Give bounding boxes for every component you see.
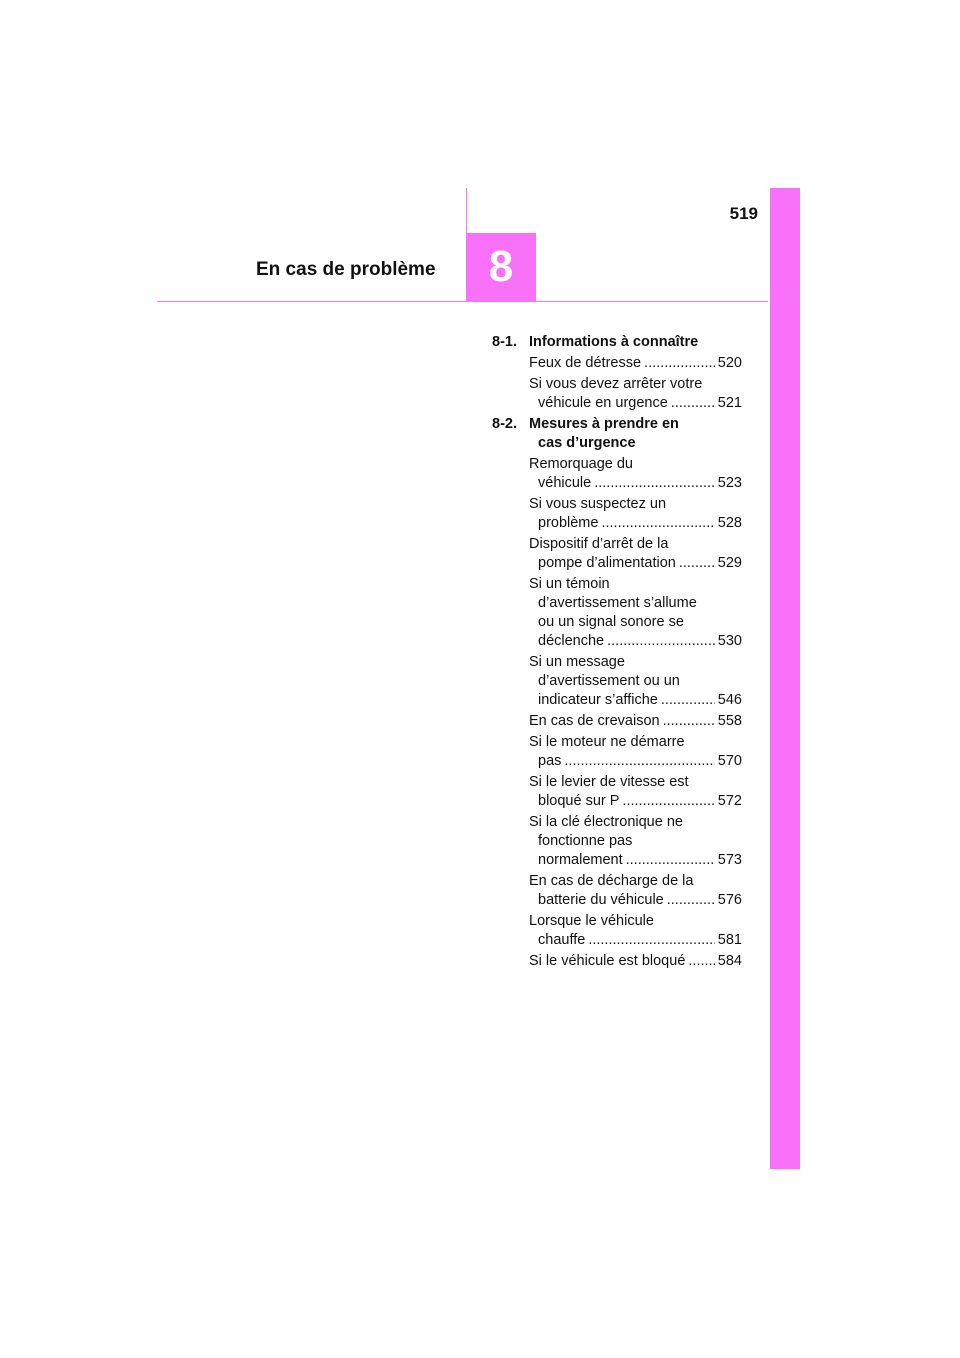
entry-page: 528 bbox=[717, 515, 742, 531]
header-horizontal-rule bbox=[157, 301, 768, 302]
toc-entry[interactable] bbox=[529, 495, 742, 533]
entry-page: 573 bbox=[717, 852, 742, 868]
dot-leader bbox=[588, 931, 714, 950]
toc-entry[interactable] bbox=[529, 813, 742, 870]
dot-leader bbox=[667, 891, 715, 910]
dot-leader bbox=[661, 691, 715, 710]
entry-page: 529 bbox=[717, 555, 742, 571]
toc-entry[interactable] bbox=[529, 354, 742, 373]
dot-leader bbox=[644, 354, 715, 373]
entry-text: Si le véhicule est bloqué bbox=[529, 953, 686, 969]
dot-leader bbox=[564, 752, 714, 771]
entry-text: bloqué sur P bbox=[538, 793, 620, 809]
chapter-title: En cas de problème bbox=[256, 259, 436, 280]
section-title: Mesures à prendre en bbox=[529, 416, 679, 432]
entry-text: d’avertissement s’allume bbox=[538, 595, 697, 611]
entry-page: 530 bbox=[717, 633, 742, 649]
entry-text: Si la clé électronique ne bbox=[529, 814, 683, 830]
entry-text: chauffe bbox=[538, 932, 586, 948]
toc-section-heading[interactable] bbox=[492, 333, 742, 352]
entry-text: véhicule bbox=[538, 475, 592, 491]
entry-text: déclenche bbox=[538, 633, 605, 649]
entry-page: 546 bbox=[717, 692, 742, 708]
entry-text: Feux de détresse bbox=[529, 355, 642, 371]
toc-entry[interactable] bbox=[529, 872, 742, 910]
entry-text: d’avertissement ou un bbox=[538, 673, 680, 689]
dot-leader bbox=[671, 394, 715, 413]
chapter-side-tab bbox=[770, 188, 800, 1169]
dot-leader bbox=[663, 712, 715, 731]
entry-text: véhicule en urgence bbox=[538, 395, 668, 411]
entry-text: fonctionne pas bbox=[538, 833, 633, 849]
entry-page: 581 bbox=[717, 932, 742, 948]
section-number: 8-1. bbox=[492, 334, 517, 350]
entry-text: Remorquage du bbox=[529, 456, 633, 472]
entry-text: Si un témoin bbox=[529, 576, 610, 592]
toc-entry[interactable] bbox=[529, 952, 742, 971]
dot-leader bbox=[626, 851, 715, 870]
table-of-contents bbox=[492, 333, 742, 973]
section-title: Informations à connaître bbox=[529, 334, 699, 350]
entry-text: pompe d’alimentation bbox=[538, 555, 676, 571]
dot-leader bbox=[622, 792, 714, 811]
entry-text: Si un message bbox=[529, 654, 625, 670]
chapter-number-box bbox=[466, 233, 536, 301]
entry-page: 523 bbox=[717, 475, 742, 491]
dot-leader bbox=[679, 554, 715, 573]
toc-entry[interactable] bbox=[529, 575, 742, 651]
entry-text: batterie du véhicule bbox=[538, 892, 664, 908]
entry-page: 558 bbox=[717, 713, 742, 729]
entry-text: En cas de crevaison bbox=[529, 713, 660, 729]
entry-text: En cas de décharge de la bbox=[529, 873, 694, 889]
entry-text: pas bbox=[538, 753, 562, 769]
header-vertical-rule bbox=[466, 188, 467, 234]
toc-entry[interactable] bbox=[529, 912, 742, 950]
entry-page: 584 bbox=[717, 953, 742, 969]
toc-entry[interactable] bbox=[529, 375, 742, 413]
entry-page: 521 bbox=[717, 395, 742, 411]
chapter-number: 8 bbox=[488, 242, 514, 291]
toc-entry[interactable] bbox=[529, 535, 742, 573]
entry-page: 576 bbox=[717, 892, 742, 908]
dot-leader bbox=[601, 514, 714, 533]
toc-section-heading[interactable] bbox=[492, 415, 742, 453]
entry-text: problème bbox=[538, 515, 599, 531]
dot-leader bbox=[607, 632, 715, 651]
dot-leader bbox=[594, 474, 715, 493]
entry-text: Dispositif d’arrêt de la bbox=[529, 536, 669, 552]
toc-entry[interactable] bbox=[529, 773, 742, 811]
entry-text: Si le moteur ne démarre bbox=[529, 734, 685, 750]
page-number: 519 bbox=[729, 204, 758, 223]
toc-entry[interactable] bbox=[529, 455, 742, 493]
toc-entry[interactable] bbox=[529, 733, 742, 771]
entry-text: Si le levier de vitesse est bbox=[529, 774, 689, 790]
section-number: 8-2. bbox=[492, 416, 517, 432]
toc-entry[interactable] bbox=[529, 653, 742, 710]
dot-leader bbox=[688, 952, 714, 971]
entry-page: 572 bbox=[717, 793, 742, 809]
entry-text: Si vous suspectez un bbox=[529, 496, 667, 512]
entry-text: indicateur s’affiche bbox=[538, 692, 658, 708]
entry-text: ou un signal sonore se bbox=[538, 614, 684, 630]
entry-text: normalement bbox=[538, 852, 623, 868]
entry-page: 520 bbox=[717, 355, 742, 371]
entry-text: Lorsque le véhicule bbox=[529, 913, 654, 929]
entry-text: Si vous devez arrêter votre bbox=[529, 376, 703, 392]
section-title: cas d’urgence bbox=[538, 435, 636, 451]
toc-entry[interactable] bbox=[529, 712, 742, 731]
entry-page: 570 bbox=[717, 753, 742, 769]
